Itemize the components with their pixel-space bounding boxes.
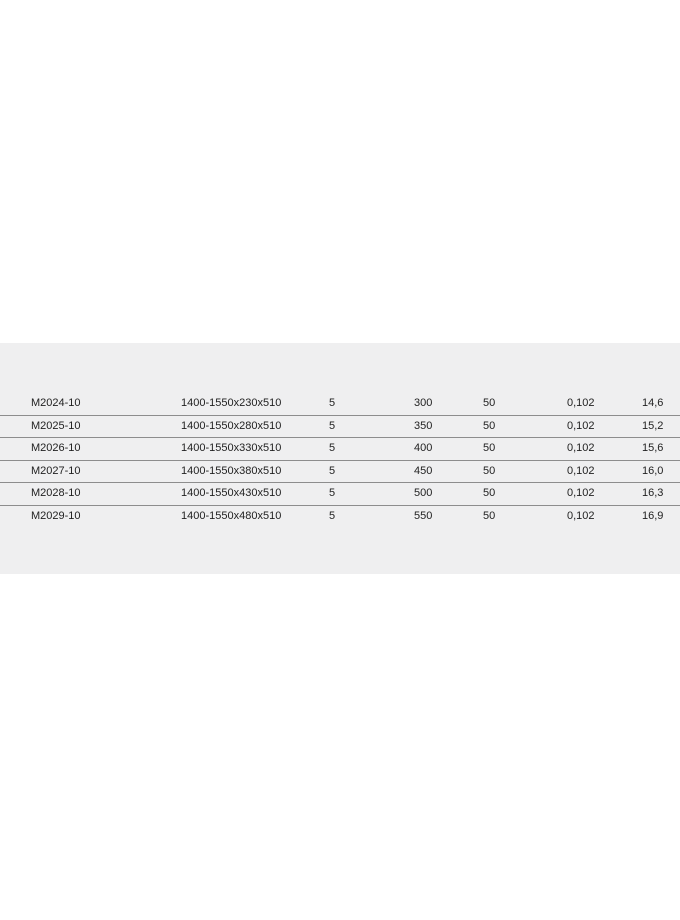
qty-cell: 5 xyxy=(329,419,336,432)
model-cell: M2027-10 xyxy=(31,464,81,477)
qty-cell: 5 xyxy=(329,397,336,409)
spec-table-panel xyxy=(0,343,680,574)
weight-cell: 16,0 xyxy=(642,464,664,477)
qty-cell: 5 xyxy=(329,442,336,454)
model-cell: M2025-10 xyxy=(31,419,81,432)
value-c-cell: 50 xyxy=(483,487,496,499)
model-cell: M2026-10 xyxy=(31,442,81,454)
table-row xyxy=(0,483,680,506)
value-c-cell: 50 xyxy=(483,464,496,477)
value-b-cell: 500 xyxy=(414,487,433,499)
model-cell: M2029-10 xyxy=(31,509,81,522)
weight-cell: 16,3 xyxy=(642,487,664,499)
size-cell: 1400-1550x380x510 xyxy=(181,464,282,477)
value-c-cell: 50 xyxy=(483,397,496,409)
value-b-cell: 400 xyxy=(414,442,433,454)
size-cell: 1400-1550x430x510 xyxy=(181,487,282,499)
value-b-cell: 350 xyxy=(414,419,433,432)
value-c-cell: 50 xyxy=(483,419,496,432)
size-cell: 1400-1550x480x510 xyxy=(181,509,282,522)
table-row xyxy=(0,506,680,528)
value-b-cell: 550 xyxy=(414,509,433,522)
volume-cell: 0,102 xyxy=(567,509,595,522)
size-cell: 1400-1550x230x510 xyxy=(181,397,282,409)
weight-cell: 16,9 xyxy=(642,509,664,522)
volume-cell: 0,102 xyxy=(567,442,595,454)
table-row xyxy=(0,416,680,439)
volume-cell: 0,102 xyxy=(567,464,595,477)
weight-cell: 15,6 xyxy=(642,442,664,454)
weight-cell: 15,2 xyxy=(642,419,664,432)
value-b-cell: 450 xyxy=(414,464,433,477)
value-c-cell: 50 xyxy=(483,509,496,522)
value-b-cell: 300 xyxy=(414,397,433,409)
value-c-cell: 50 xyxy=(483,442,496,454)
size-cell: 1400-1550x330x510 xyxy=(181,442,282,454)
qty-cell: 5 xyxy=(329,464,336,477)
model-cell: M2024-10 xyxy=(31,397,81,409)
volume-cell: 0,102 xyxy=(567,487,595,499)
spec-table xyxy=(0,393,680,527)
qty-cell: 5 xyxy=(329,509,336,522)
table-row xyxy=(0,438,680,461)
model-cell: M2028-10 xyxy=(31,487,81,499)
qty-cell: 5 xyxy=(329,487,336,499)
volume-cell: 0,102 xyxy=(567,419,595,432)
size-cell: 1400-1550x280x510 xyxy=(181,419,282,432)
table-row xyxy=(0,461,680,484)
weight-cell: 14,6 xyxy=(642,397,664,409)
volume-cell: 0,102 xyxy=(567,397,595,409)
table-row xyxy=(0,393,680,416)
